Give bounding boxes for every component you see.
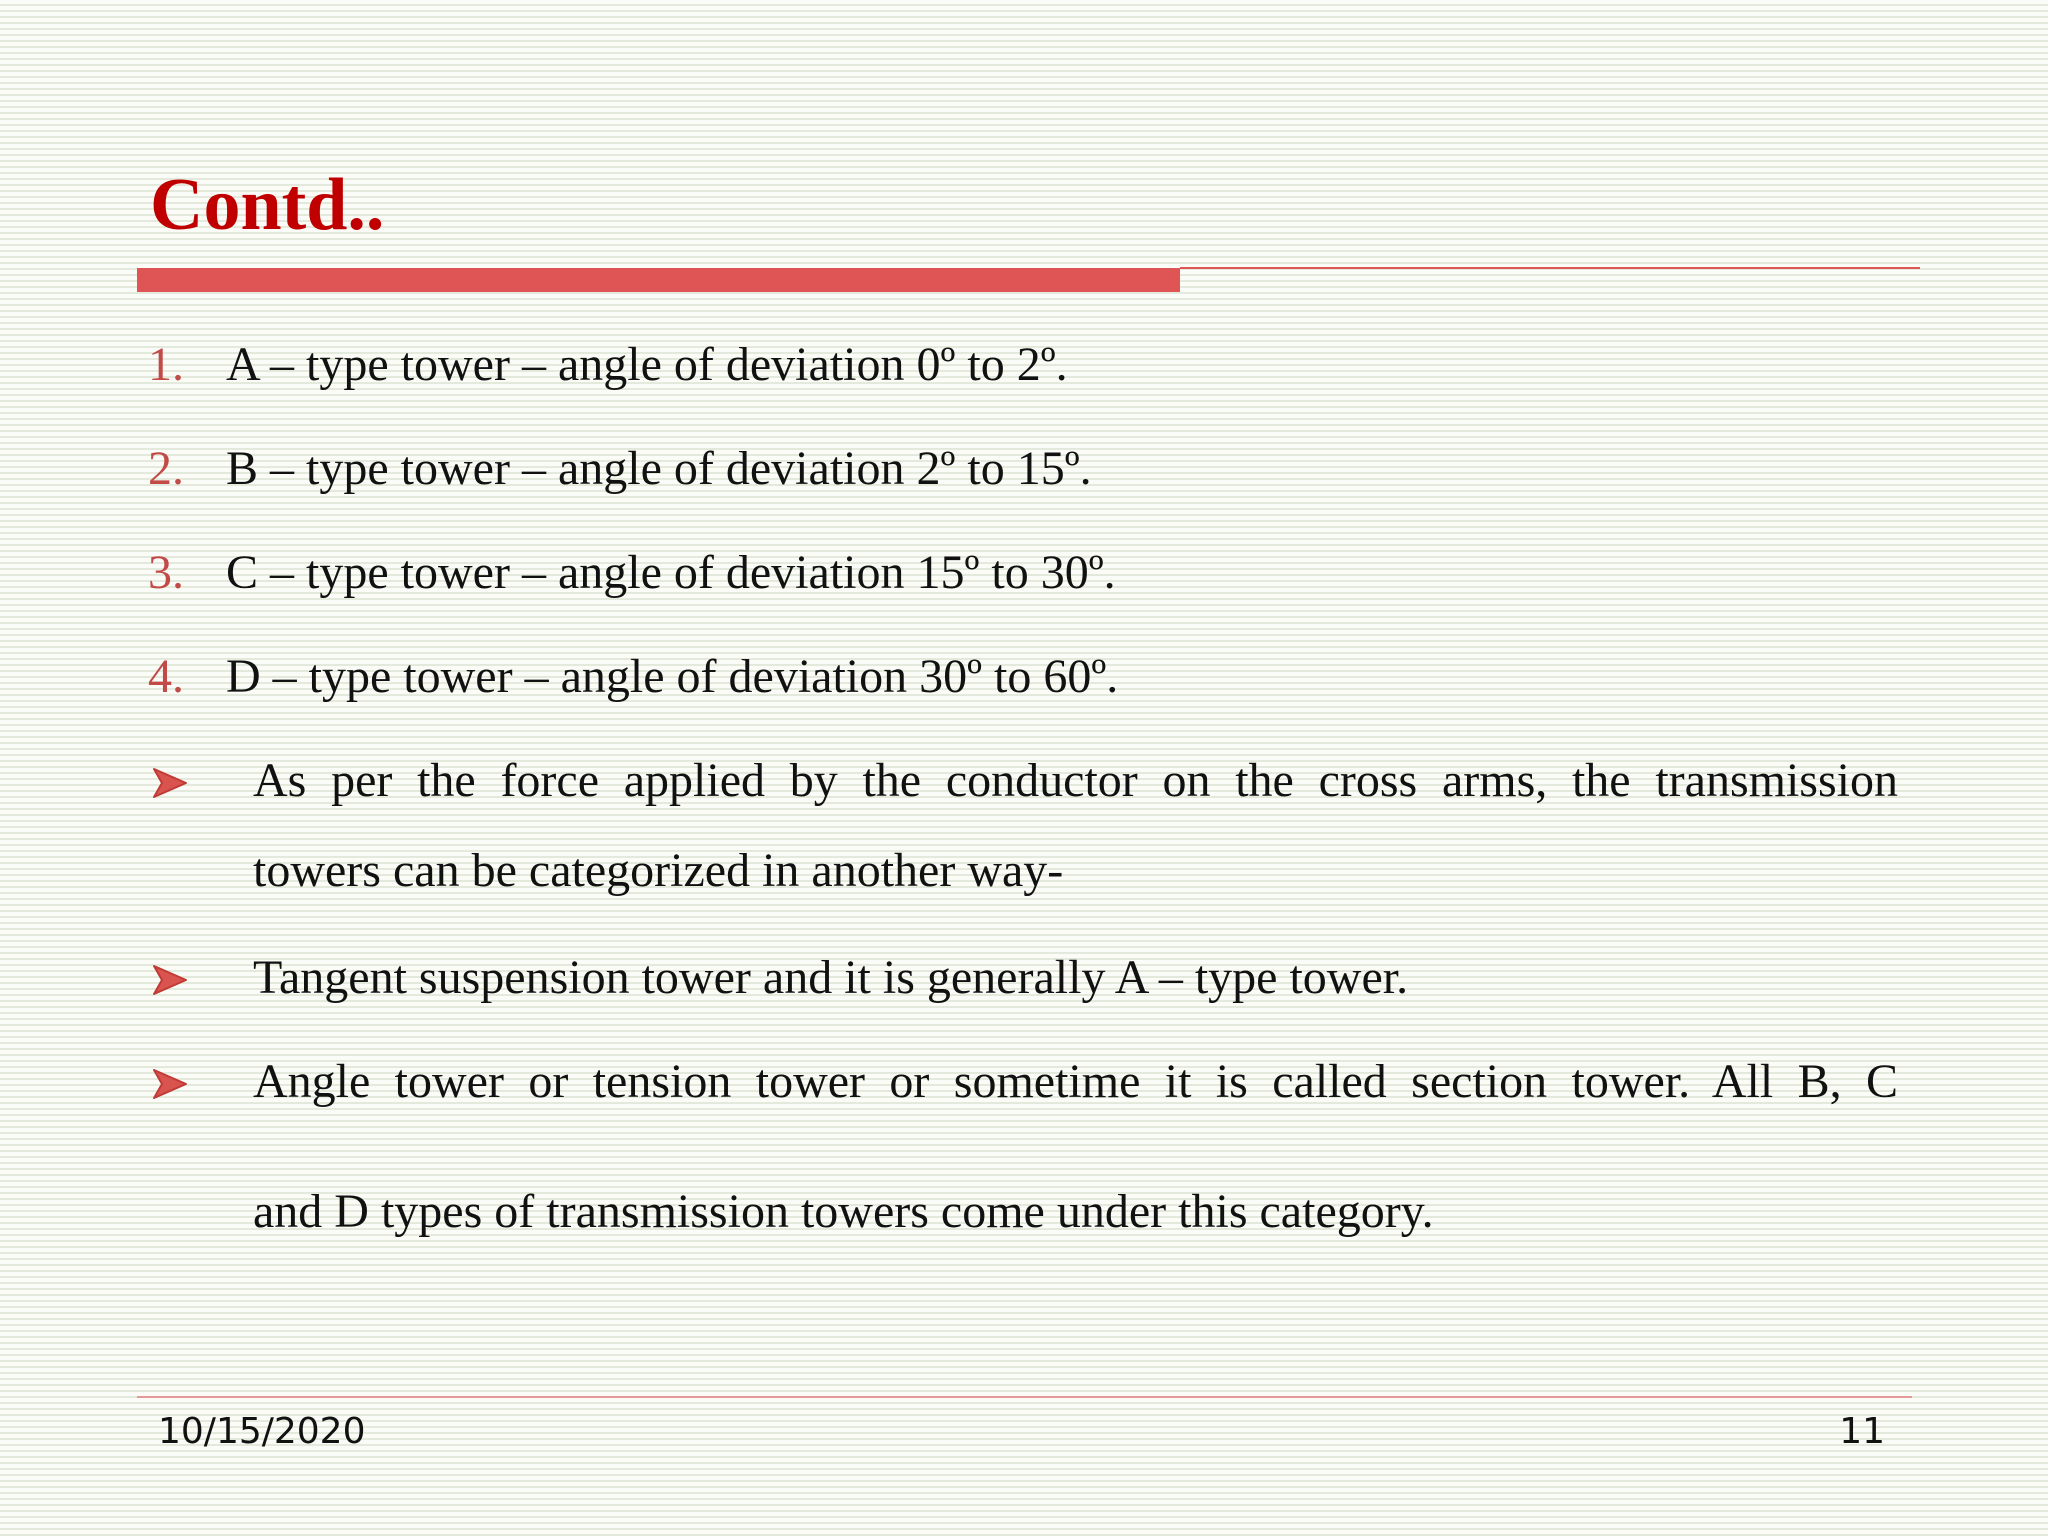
footer-divider (137, 1396, 1912, 1398)
footer-date: 10/15/2020 (158, 1411, 366, 1452)
item-text: C – type tower – angle of deviation 15º to 30º. (226, 545, 1116, 599)
title-underline-thick (137, 268, 1180, 292)
page-number: 11 (1839, 1411, 1885, 1452)
item-text: A – type tower – angle of deviation 0º to 2º. (226, 337, 1068, 391)
bullet-line: Angle tower or tension tower or sometime it is called section tower. All B, C (253, 1055, 1898, 1108)
item-number: 1. (148, 337, 184, 391)
numbered-item-4 (148, 646, 1118, 706)
numbered-item-1 (148, 334, 1068, 394)
arrow-bullet-icon (150, 960, 190, 1000)
bullet-line: towers can be categorized in another way- (253, 844, 1064, 897)
arrow-bullet-icon (150, 1064, 190, 1104)
numbered-item-2 (148, 438, 1092, 498)
item-number: 2. (148, 441, 184, 495)
title-underline-thin (1180, 267, 1920, 269)
arrow-bullet-icon (150, 763, 190, 803)
item-number: 3. (148, 545, 184, 599)
item-number: 4. (148, 649, 184, 703)
bullet-line: Tangent suspension tower and it is generally A – type tower. (253, 951, 1409, 1004)
bullet-line: As per the force applied by the conductor on the cross arms, the transmission (253, 754, 1898, 807)
bullet-line: and D types of transmission towers come under this category. (253, 1185, 1434, 1238)
item-text: D – type tower – angle of deviation 30º to 60º. (226, 649, 1119, 703)
slide-title: Contd.. (150, 164, 385, 246)
numbered-item-3 (148, 542, 1116, 602)
item-text: B – type tower – angle of deviation 2º to 15º. (226, 441, 1092, 495)
